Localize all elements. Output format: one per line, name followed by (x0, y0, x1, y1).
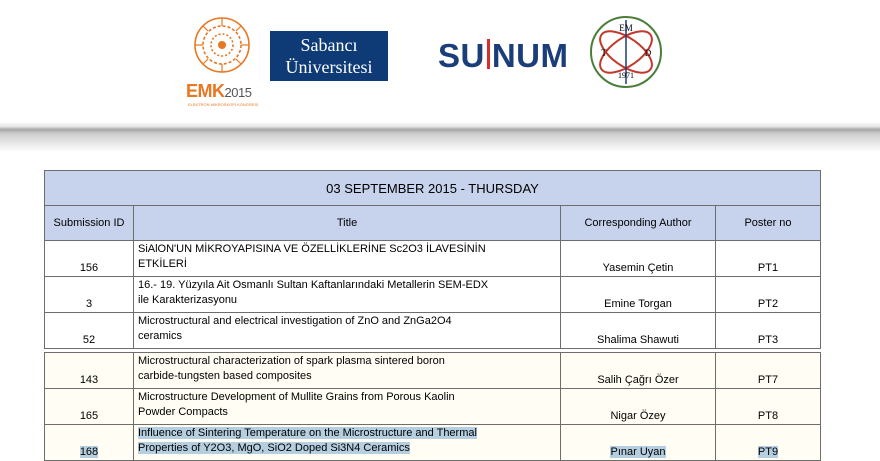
paper-title: Microstructural characterization of spark plasma sintered boron carbide-tungsten based composites (134, 353, 561, 389)
sunum-divider (487, 39, 490, 69)
sunum-logo: SU NUM (438, 37, 569, 74)
submission-id: 52 (45, 313, 134, 349)
poster-no: PT2 (716, 277, 821, 313)
author: Emine Torgan (561, 277, 716, 313)
temd-logo (588, 14, 664, 90)
submission-id: 143 (45, 353, 134, 389)
emk2015-logo (186, 14, 258, 114)
col-title: Title (134, 206, 561, 241)
header-separator (0, 122, 880, 152)
table-row-highlighted (45, 425, 821, 461)
sabanci-line1: Sabancı (300, 35, 358, 55)
author: Nigar Özey (561, 389, 716, 425)
emk-sunburst-icon (192, 14, 252, 76)
poster-no: PT8 (716, 389, 821, 425)
col-submission-id: Submission ID (45, 206, 134, 241)
submission-id: 165 (45, 389, 134, 425)
paper-title: Microstructural and electrical investigation of ZnO and ZnGa2O4 ceramics (134, 313, 561, 349)
emk-wordmark: EMK2015 (186, 81, 252, 101)
logo-header (0, 0, 880, 122)
author: Pınar Uyan (561, 425, 716, 461)
sabanci-logo (270, 31, 388, 81)
table-row (45, 353, 821, 389)
submission-id: 3 (45, 277, 134, 313)
emk-subtitle: ELEKTRON MİKROSKOPİ KONGRESİ (188, 102, 259, 107)
paper-title: SiAlON'UN MİKROYAPISINA VE ÖZELLİKLERİNE Sc2O3 İLAVESİNİN ETKİLERİ (134, 241, 561, 277)
poster-no: PT9 (716, 425, 821, 461)
day-title: 03 SEPTEMBER 2015 - THURSDAY (45, 171, 821, 206)
author: Yasemin Çetin (561, 241, 716, 277)
author: Salih Çağrı Özer (561, 353, 716, 389)
sabanci-line2: Üniversitesi (285, 57, 373, 77)
svg-text:T: T (601, 48, 607, 58)
table-row (45, 389, 821, 425)
paper-title: Microstructure Development of Mullite Grains from Porous Kaolin Powder Compacts (134, 389, 561, 425)
poster-no: PT1 (716, 241, 821, 277)
paper-title: Influence of Sintering Temperature on the Microstructure and Thermal Properties of Y2O3, MgO, SiO2 Doped Si3N4 Ceramics (134, 425, 561, 461)
author: Shalima Shawuti (561, 313, 716, 349)
paper-title: 16.- 19. Yüzyıla Ait Osmanlı Sultan Kaftanlarındaki Metallerin SEM-EDX ile Karakterizasyonu (134, 277, 561, 313)
svg-text:D: D (644, 48, 652, 58)
table-row (45, 241, 821, 277)
svg-text:1971: 1971 (618, 71, 634, 80)
table-row (45, 313, 821, 349)
svg-text:EM: EM (619, 23, 633, 33)
table-row (45, 277, 821, 313)
poster-no: PT3 (716, 313, 821, 349)
submission-id: 156 (45, 241, 134, 277)
poster-schedule-table (44, 170, 821, 461)
poster-no: PT7 (716, 353, 821, 389)
col-author: Corresponding Author (561, 206, 716, 241)
col-poster: Poster no (716, 206, 821, 241)
submission-id: 168 (45, 425, 134, 461)
